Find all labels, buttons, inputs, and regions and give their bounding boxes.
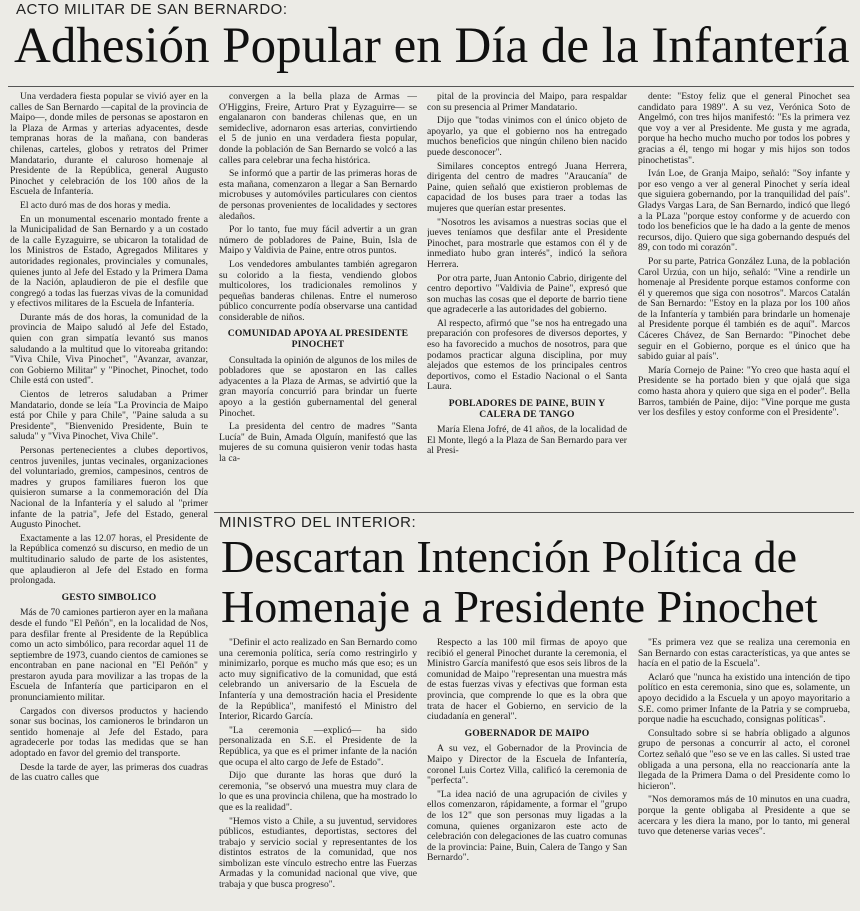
paragraph: pital de la provincia del Maipo, para respaldar con su presencia al Primer Mandatario. (427, 92, 627, 113)
paragraph: Por su parte, Patrica González Luna, de la población Carol Urzúa, con un hijo, señaló: "Vine a rendirle un homenaje al Presidente porque estamos conforme con él y queremos que siga con nosotros". Marcos Catalán de San Bernardo: "Estoy en la plaza por los 100 años de la Infantería y también para brindarle un homenaje al Presidente porque él también es de aquí". Marcos Cáceres Chávez, de San Bernardo: "Pinochet debe seguir en el Gobierno, porque es el único que ha sabido guiar al país". (638, 255, 850, 363)
paragraph: Consultado sobre si se habría obligado a algunos grupo de personas a concurrir al acto, el coronel Cortez señaló que "eso se ve en las calles. Si usted trae obligada a una persona, ella no reaccionaría ante la llegada de la Primera Dama o del Presidente como lo hicieron". (638, 727, 850, 792)
article2-column-3 (638, 638, 850, 908)
article1-column-3 (427, 92, 627, 512)
article1-column-4 (638, 92, 850, 512)
paragraph: "Nos demoramos más de 10 minutos en una cuadra, porque la gente obligaba al Presidente a que se acercara y les diera la mano, por lo tanto, mi general tuvo que detenerse varias veces". (638, 794, 850, 838)
paragraph: "Es primera vez que se realiza una ceremonia en San Bernardo con estas características, ya que antes se hacía en el patio de la Escuela". (638, 638, 850, 670)
headline-rule (8, 86, 854, 87)
article2-kicker: MINISTRO DEL INTERIOR: (219, 514, 417, 531)
paragraph: "La ceremonia —explicó— ha sido personalizada en S.E. el Presidente de la República, ya que es el primer infante de la nación que ocupa el alto cargo de Jefe de Estado". (219, 724, 417, 768)
paragraph: dente: "Estoy feliz que el general Pinochet sea candidato para 1989". A su vez, Verónica Soto de Angelmó, con tres hijos manifestó: "Es la primera vez que voy a ver al Presidente. Me gusta y me agrada, porque ha hecho mucho mucho por todos los pobres y gracias a él, tengo mi hogar y mis hijos son todos pinochetistas". (638, 92, 850, 166)
paragraph: A su vez, el Gobernador de la Provincia de Maipo y Director de la Escuela de Infantería, coronel Luis Cortez Villa, calificó la ceremonia de "perfecta". (427, 743, 627, 787)
article1-column-2 (219, 92, 417, 512)
paragraph: Dijo que durante las horas que duró la ceremonia, "se observó una muestra muy clara de lo que es una provincia chilena, que ha mostrado lo que es la realidad". (219, 770, 417, 813)
subheading: GOBERNADOR DE MAIPO (464, 727, 590, 739)
paragraph: Aclaró que "nunca ha existido una intención de tipo político en esta ceremonia, sino que es, solamente, un apoyo decidido a la Escuela y un apoyo mayoritario a S.E. como primer Infante de la Patria y se comprueba, porque nadie ha escuchado, consignas políticas". (638, 671, 850, 726)
paragraph: Consultada la opinión de algunos de los miles de pobladores que se apostaron en las calles adyacentes a la Plaza de Armas, se advirtió que la gran mayoría concurrió para brindar un fuerte apoyo a la gestión gubernamental del general Pinochet. (219, 354, 417, 419)
paragraph: María Elena Jofré, de 41 años, de la localidad de El Monte, llegó a la Plaza de San Bernardo para ver al Presi- (427, 424, 627, 457)
paragraph: Más de 70 camiones partieron ayer en la mañana desde el fundo "El Peñón", en la localidad de Nos, para desfilar frente al Presidente de la República como un acto simbólico, para recordar aquel 11 de septiembre de 1973, cuando cientos de camiones se encontraban en pane nacional en "El Peñón" y prestaron ayuda para movilizar a las tropas de la Escuela de Infantería que participaron en el pronunciamiento militar. (10, 607, 208, 704)
article1-kicker: ACTO MILITAR DE SAN BERNARDO: (16, 1, 288, 18)
paragraph: Exactamente a las 12.07 horas, el Presidente de la República comenzó su discurso, en medio de un multitudinario saludo de parte de los asistentes, que aplaudieron al Jefe del Estado en forma prolongada. (10, 532, 208, 587)
paragraph: Al respecto, afirmó que "se nos ha entregado una preparación con profesores de diversos deportes, y eso ha favorecido a muchos de nosotros, para que podamos practicar alguna disciplina, por muy alejados que estemos de los principales centros deportivos, como el Estadio Nacional o el Santa Laura. (427, 317, 627, 393)
paragraph: "Definir el acto realizado en San Bernardo como una ceremonia política, sería como restringirlo y minimizarlo, porque es mucho más que eso; es un acto muy significativo de la comunidad, que está celebrando un aniversario de la Escuela de Infantería y una demostración hacia el Presidente de la República", manifestó el Ministro del Interior, Ricardo García. (219, 638, 417, 723)
subheading: COMUNIDAD APOYA AL PRESIDENTE PINOCHET (227, 328, 409, 351)
paragraph: La presidenta del centro de madres "Santa Lucía" de Buin, Amada Olguín, manifestó que las mujeres de su comuna quisieron venir todas hasta la ca- (219, 421, 417, 464)
paragraph: Cientos de letreros saludaban a Primer Mandatario, donde se leía "La Provincia de Maipo está por Chile y para Chile", "Paine saluda a su Presidente", "Bienvenido Presidente, Buin te saluda" y "Viva Pinochet, Viva Chile". (10, 389, 208, 443)
section-divider (214, 512, 854, 513)
article2-headline-line-2: Homenaje a Presidente Pinochet (221, 581, 818, 632)
paragraph: Una verdadera fiesta popular se vivió ayer en la calles de San Bernardo —capital de la provincia de Maipo—, donde miles de personas se apostaron en la Plaza de Armas y arterias adyacentes, desde tempranas horas de la mañana, con banderas chilenas, carteles, globos y retratos del Primer Mandatario, durante el caluroso homenaje al Presidente de la República, general Augusto Pinochet y celebración de los 100 años de la Escuela de Infantería. (10, 92, 208, 198)
paragraph: En un monumental escenario montado frente a la Municipalidad de San Bernardo y a un costado de la calle Eyzaguirre, se ubicaron la totalidad de los Ministros de Estado, Agregados Militares y autoridades regionales, provinciales y comunales, quienes junto al Jefe del Estado y la Primera Dama de la Nación, aplaudieron de pie el desfile que congregó a todas las fuerzas vivas de la comunidad y efectivos militares de la Escuela de Infantería. (10, 213, 208, 310)
paragraph: María Cornejo de Paine: "Yo creo que hasta aquí el Presidente se ha portado bien y que ojalá que siga como hasta ahora y quiero que siga en el poder". Bella Barros, también de Paine, dijo: "Vine porque me gusta ver los desfiles y estoy conforme con el Presidente". (638, 364, 850, 419)
paragraph: Desde la tarde de ayer, las primeras dos cuadras de las cuatro calles que (10, 761, 208, 784)
paragraph: Los vendedores ambulantes también agregaron su colorido a la fiesta, vendiendo globos multicolores, los tradicionales remolinos y pequeñas banderas chilenas. Entre el numeroso público concurrente podía observarse una cantidad considerable de niños. (219, 258, 417, 323)
article1-column-1 (10, 92, 208, 908)
paragraph: Durante más de dos horas, la comunidad de la provincia de Maipo saludó al Jefe del Estado, quien con gran simpatía levantó sus manos saludando a la multitud que lo vitoreaba gritando: "Viva Chile, Viva Pinochet", "Avanzar, avanzar, con Gobierno Militar" y "Pinochet, Pinochet, todo Chile está con usted". (10, 311, 208, 387)
subheading: POBLADORES DE PAINE, BUIN Y CALERA DE TANGO (448, 398, 606, 420)
article2-column-2 (427, 638, 627, 908)
paragraph: Personas pertenecientes a clubes deportivos, centros juveniles, juntas vecinales, organizaciones del voluntariado, gremios, campesinos, centros de madres y grupos familiares fueron los que quisieron sumarse a la conmemoración del Día Nacional de la Infantería y el saludo al "primer infante de la patria", Jefe del Estado, general Augusto Pinochet. (10, 445, 208, 531)
paragraph: Dijo que "todas vinimos con el único objeto de apoyarlo, ya que el gobierno nos ha entregado muchos beneficios que ningún chileno bien nacido puede desconocer". (427, 115, 627, 158)
paragraph: Por lo tanto, fue muy fácil advertir a un gran número de pobladores de Paine, Buin, Isla de Maipo y Valdivia de Paine, entre otros puntos. (219, 224, 417, 257)
paragraph: El acto duró mas de dos horas y media. (20, 199, 171, 211)
article1-headline: Adhesión Popular en Día de la Infantería (14, 18, 850, 74)
article2-headline-line-1: Descartan Intención Política de (221, 531, 798, 582)
article2-column-1 (219, 638, 417, 908)
paragraph: convergen a la bella plaza de Armas —O'Higgins, Freire, Arturo Prat y Eyzaguirre— se engalanaron con banderas chilenas que, en un semideclive, adornaron esas arterias, convirtiendo el 5 de junio en una verdadera fiesta popular, donde la población de San Bernardo se volcó a las calles para celebrar una fecha histórica. (219, 92, 417, 166)
paragraph: Iván Loe, de Granja Maipo, señaló: "Soy infante y por eso vengo a ver al general Pinochet y sería ideal que siguiera gobernando, por la tranquilidad del país". Gladys Vargas Lara, de San Bernardo, indicó que llegó a la PLaza "porque estoy conforme y de acuerdo con todo los beneficios que le ha dado a la gente de menos recursos, dijo. Quiero que siga gobernando después del 89, con todo mi corazón". (638, 168, 850, 254)
paragraph: Similares conceptos entregó Juana Herrera, dirigenta del centro de madres "Araucanía" de Paine, quien señaló que existieron problemas de capacidad de los buses para traer a todas las mujeres que querían estar presentes. (427, 160, 627, 214)
paragraph: Se informó que a partir de las primeras horas de esta mañana, comenzaron a llegar a San Bernardo microbuses y automóviles particulares con cientos de personas provenientes de localidades y sectores aledaños. (219, 168, 417, 222)
paragraph: "Hemos visto a Chile, a su juventud, servidores públicos, estudiantes, deportistas, sectores del trabajo y servicio social y representantes de los distintos estratos de la comunidad, que nos simbolizan este vínculo estrecho entre las Fuerzas Armadas y la comunidad nacional que vive, que trabaja y que busca progreso". (219, 815, 417, 891)
paragraph: "Nosotros les avisamos a nuestras socias que el jueves teníamos que desfilar ante el Presidente Pinochet, para mostrarle que estamos con él y de inmediato hubo gran interés", indicó la señora Herrera. (427, 216, 627, 270)
paragraph: Cargados con diversos productos y haciendo sonar sus bocinas, los camioneros le brindaron un sentido homenaje al Jefe del Estado, para agradecerle por todas las medidas que se han adoptado en favor del gremio del transporte. (10, 705, 208, 760)
paragraph: Respecto a las 100 mil firmas de apoyo que recibió el general Pinochet durante la ceremonia, el Ministro García manifestó que esos seis libros de la comunidad de Maipo "representan una muestra más de estas fuerzas vivas y efectivas que forman esta provincia, que comprende lo que es la obra que trata de hacer el Gobierno, en servicio de la ciudadanía en general". (427, 638, 627, 723)
paragraph: "La idea nació de una agrupación de civiles y ellos comenzaron, rápidamente, a formar el "grupo de los 12" que son personas muy ligadas a la comuna, quienes organizaron este acto de celebración con delegaciones de las cuatro comunas de la provincia: Paine, Buin, Calera de Tango y San Bernardo". (427, 788, 627, 864)
paragraph: Por otra parte, Juan Antonio Cabrio, dirigente del centro deportivo "Valdivia de Paine", expresó que son muchas las cosas que el deporte de barrio tiene que agradecerle a las autoridades del gobierno. (427, 272, 627, 316)
subheading: GESTO SIMBOLICO (61, 591, 157, 603)
